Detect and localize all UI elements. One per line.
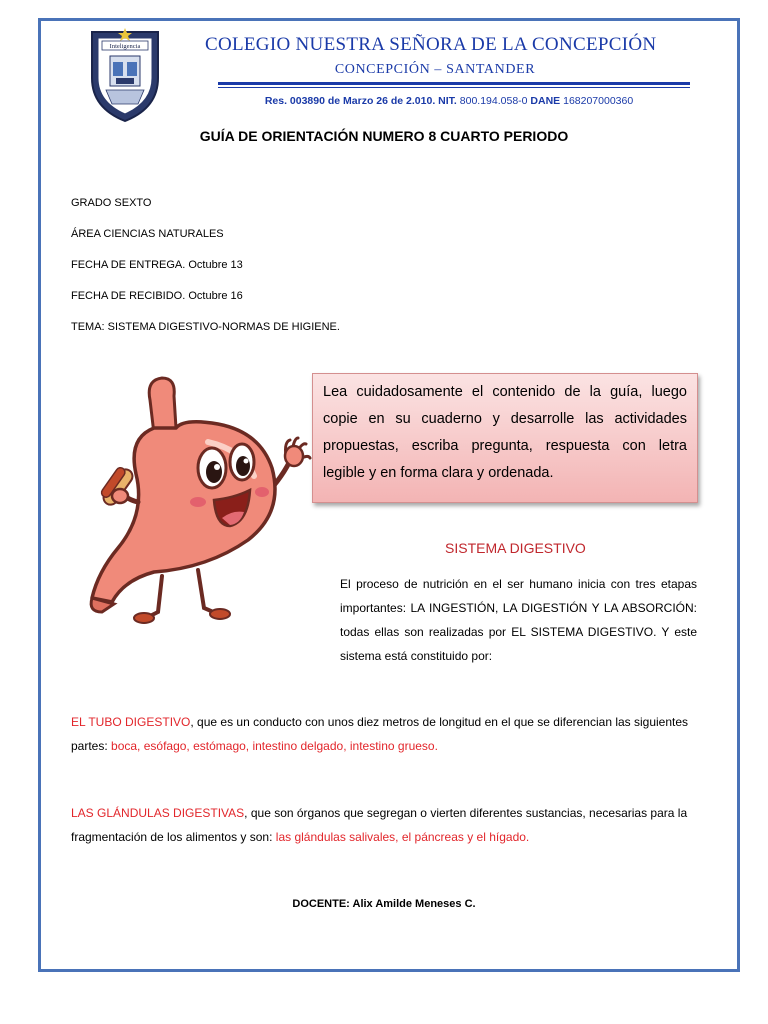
instructions-box: Lea cuidadosamente el contenido de la guía, luego copie en su cuaderno y desarrolle las actividades propuestas, escriba pregunta, respuesta con letra legible y en forma clara y ordenada. <box>312 373 698 503</box>
school-name: COLEGIO NUESTRA SEÑORA DE LA CONCEPCIÓN <box>205 34 657 55</box>
school-crest-icon <box>88 26 162 124</box>
topic-line: TEMA: SISTEMA DIGESTIVO-NORMAS DE HIGIENE. <box>71 321 340 333</box>
resolution-label: Res. 003890 de Marzo 26 de 2.010. <box>264 95 436 107</box>
document-title: GUÍA DE ORIENTACIÓN NUMERO 8 CUARTO PERIODO <box>199 128 569 144</box>
grade-line: GRADO SEXTO <box>71 197 152 209</box>
glands-items: las glándulas salivales, el páncreas y el hígado. <box>275 830 530 844</box>
dane-label: DANE <box>530 95 561 107</box>
intro-paragraph <box>340 572 697 668</box>
cartoon-stomach-icon <box>58 372 320 644</box>
tube-term: EL TUBO DIGESTIVO <box>71 715 191 729</box>
dane-value: 168207000360 <box>563 95 634 107</box>
nit-label: NIT. <box>438 95 457 107</box>
area-line: ÁREA CIENCIAS NATURALES <box>71 228 224 240</box>
glands-text: , que son órganos que segregan o vierten diferentes sustancias, necesarias para la fragmentación de los alimentos y son: <box>71 806 688 844</box>
intro-text: El proceso de nutrición en el ser humano inicia con tres etapas importantes: LA INGESTIÓN, LA DIGESTIÓN Y LA ABSORCIÓN: todas ellas son realizadas por EL SISTEMA DIGESTIVO. Y este sistema está constituido por: <box>340 577 697 663</box>
teacher-signature-line: DOCENTE: Alix Amilde Meneses C. <box>292 898 476 910</box>
school-resolution <box>205 95 693 107</box>
tube-text: , que es un conducto con unos diez metros de longitud en el que se diferencian las siguientes partes: <box>71 715 689 753</box>
received-date-line: FECHA DE RECIBIDO. Octubre 16 <box>71 290 243 302</box>
delivery-date-line: FECHA DE ENTREGA. Octubre 13 <box>71 259 243 271</box>
header-rule <box>218 82 690 85</box>
nit-value: 800.194.058-0 <box>459 95 528 107</box>
glands-term: LAS GLÁNDULAS DIGESTIVAS <box>71 806 245 820</box>
crest-motto: Inteligencia <box>109 43 141 50</box>
tube-parts: boca, esófago, estómago, intestino delgado, intestino grueso. <box>111 739 438 753</box>
glands-paragraph <box>71 801 699 849</box>
section-title: SISTEMA DIGESTIVO <box>445 540 586 556</box>
header-rule-thin <box>218 87 690 88</box>
school-city: CONCEPCIÓN – SANTANDER <box>334 62 536 77</box>
tube-paragraph <box>71 710 699 758</box>
